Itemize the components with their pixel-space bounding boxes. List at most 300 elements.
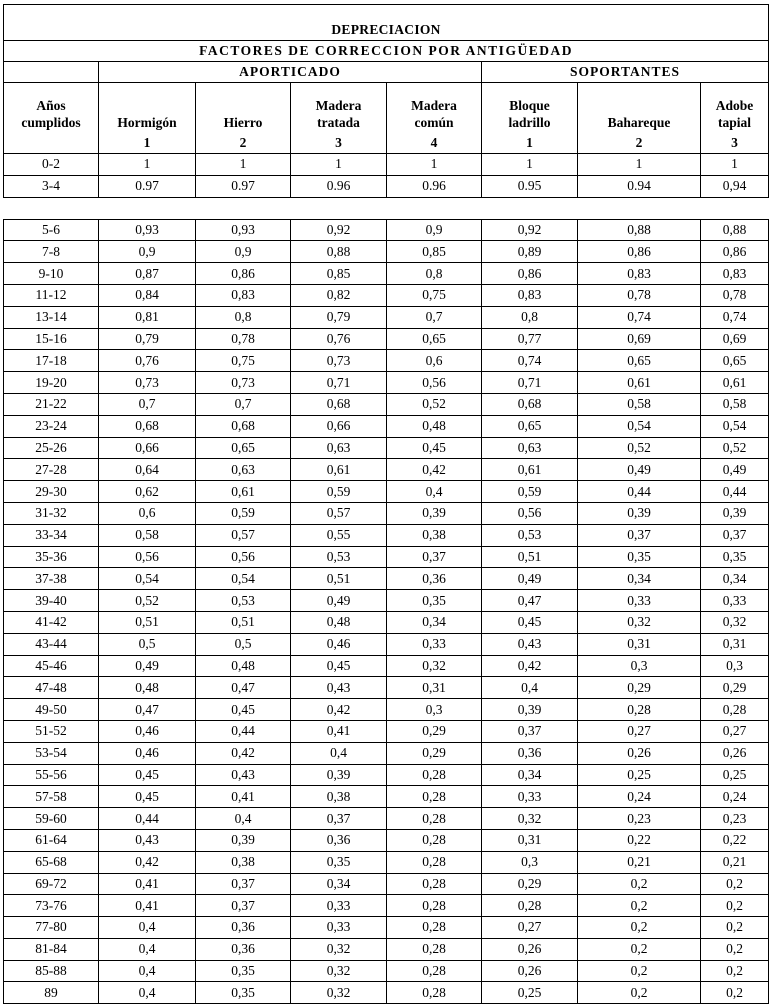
factor-cell: 0,33	[701, 590, 769, 612]
factor-cell: 1	[99, 154, 196, 176]
factor-cell: 0,37	[291, 808, 387, 830]
factor-cell: 0,52	[99, 590, 196, 612]
factor-cell: 0,2	[701, 873, 769, 895]
factor-cell: 0,34	[482, 764, 578, 786]
age-cell: 17-18	[4, 350, 99, 372]
factor-cell: 0,2	[578, 873, 701, 895]
factor-cell: 0,9	[387, 219, 482, 241]
factor-cell: 0,37	[482, 720, 578, 742]
factor-cell: 0,71	[482, 372, 578, 394]
factor-cell: 0,94	[701, 175, 769, 197]
factor-cell: 0,28	[387, 808, 482, 830]
factor-cell: 0,25	[701, 764, 769, 786]
factor-cell: 0,54	[196, 568, 291, 590]
column-header-line2: Bahareque	[607, 115, 671, 130]
age-cell: 9-10	[4, 263, 99, 285]
factor-cell: 0,43	[291, 677, 387, 699]
age-cell: 51-52	[4, 720, 99, 742]
factor-cell: 0,28	[701, 699, 769, 721]
factor-cell: 0,3	[701, 655, 769, 677]
factor-cell: 0,28	[387, 895, 482, 917]
age-cell: 49-50	[4, 699, 99, 721]
factor-cell: 0,3	[578, 655, 701, 677]
factor-cell: 0.97	[196, 175, 291, 197]
table-row	[4, 742, 769, 764]
factor-cell: 0,2	[701, 917, 769, 939]
age-cell: 7-8	[4, 241, 99, 263]
factor-cell: 0,42	[291, 699, 387, 721]
table-row	[4, 829, 769, 851]
factor-cell: 0,68	[99, 415, 196, 437]
factor-cell: 0,36	[196, 938, 291, 960]
factor-cell: 0,29	[482, 873, 578, 895]
factor-cell: 0,4	[99, 938, 196, 960]
age-cell: 85-88	[4, 960, 99, 982]
factor-cell: 0,45	[291, 655, 387, 677]
factor-cell: 0,28	[387, 938, 482, 960]
column-header	[99, 83, 196, 134]
factor-cell: 0,49	[291, 590, 387, 612]
factor-cell: 0,81	[99, 306, 196, 328]
factor-cell: 0,41	[99, 895, 196, 917]
age-cell: 11-12	[4, 284, 99, 306]
factor-cell: 0,52	[578, 437, 701, 459]
factor-cell: 0,32	[291, 960, 387, 982]
age-cell: 41-42	[4, 611, 99, 633]
column-header-line1: Bloque	[509, 98, 550, 113]
factor-cell: 0,58	[701, 393, 769, 415]
factor-cell: 0,61	[196, 481, 291, 503]
factor-cell: 0,78	[701, 284, 769, 306]
factor-cell: 0,36	[196, 917, 291, 939]
factor-cell: 0,43	[99, 829, 196, 851]
factor-cell: 0,4	[99, 982, 196, 1004]
factor-cell: 0,74	[482, 350, 578, 372]
factor-cell: 0,87	[99, 263, 196, 285]
age-cell: 53-54	[4, 742, 99, 764]
factor-cell: 0,66	[291, 415, 387, 437]
factor-cell: 0,93	[196, 219, 291, 241]
factor-cell: 0,68	[482, 393, 578, 415]
factor-cell: 0,85	[291, 263, 387, 285]
age-cell: 55-56	[4, 764, 99, 786]
factor-cell: 0.94	[578, 175, 701, 197]
column-header	[291, 83, 387, 134]
factor-cell: 0,76	[291, 328, 387, 350]
age-cell: 15-16	[4, 328, 99, 350]
factor-cell: 0,34	[291, 873, 387, 895]
factor-cell: 0,88	[701, 219, 769, 241]
factor-cell: 0,35	[701, 546, 769, 568]
factor-cell: 0,57	[291, 502, 387, 524]
factor-cell: 0,34	[387, 611, 482, 633]
age-cell: 33-34	[4, 524, 99, 546]
table-row	[4, 677, 769, 699]
factor-cell: 0,33	[291, 895, 387, 917]
factor-cell: 0,28	[387, 764, 482, 786]
factor-cell: 0,29	[578, 677, 701, 699]
factor-cell: 0,5	[196, 633, 291, 655]
factor-cell: 0,54	[578, 415, 701, 437]
factor-cell: 0,32	[291, 982, 387, 1004]
factor-cell: 0,37	[387, 546, 482, 568]
table-row	[4, 481, 769, 503]
age-cell: 65-68	[4, 851, 99, 873]
factor-cell: 0,46	[99, 742, 196, 764]
column-number: 2	[196, 133, 291, 154]
factor-cell: 1	[578, 154, 701, 176]
factor-cell: 0,31	[482, 829, 578, 851]
age-cell: 35-36	[4, 546, 99, 568]
factor-cell: 0.96	[387, 175, 482, 197]
table-row	[4, 546, 769, 568]
factor-cell: 0,2	[578, 982, 701, 1004]
factor-cell: 0,65	[701, 350, 769, 372]
factor-cell: 0,53	[196, 590, 291, 612]
factor-cell: 0,74	[701, 306, 769, 328]
factor-cell: 0,64	[99, 459, 196, 481]
column-number: 1	[99, 133, 196, 154]
factor-cell: 0,44	[99, 808, 196, 830]
age-cell: 43-44	[4, 633, 99, 655]
factor-cell: 0,55	[291, 524, 387, 546]
factor-cell: 0,5	[99, 633, 196, 655]
table-row	[4, 917, 769, 939]
factor-cell: 0,31	[701, 633, 769, 655]
factor-cell: 0,29	[387, 742, 482, 764]
factor-cell: 0,44	[701, 481, 769, 503]
factor-cell: 0,7	[99, 393, 196, 415]
factor-cell: 0,83	[701, 263, 769, 285]
factor-cell: 0.97	[99, 175, 196, 197]
table-row	[4, 611, 769, 633]
factor-cell: 0,26	[701, 742, 769, 764]
factor-cell: 0,69	[701, 328, 769, 350]
factor-cell: 0,48	[99, 677, 196, 699]
factor-cell: 0,42	[99, 851, 196, 873]
factor-cell: 0,62	[99, 481, 196, 503]
age-cell: 19-20	[4, 372, 99, 394]
table-row	[4, 328, 769, 350]
factor-cell: 0,57	[196, 524, 291, 546]
column-header-line2: tapial	[718, 115, 752, 130]
factor-cell: 0,35	[196, 960, 291, 982]
group-aporticado: APORTICADO	[99, 62, 482, 83]
factor-cell: 0,65	[387, 328, 482, 350]
factor-cell: 0,35	[578, 546, 701, 568]
factor-cell: 0,28	[387, 851, 482, 873]
factor-cell: 0,4	[99, 917, 196, 939]
factor-cell: 0,65	[196, 437, 291, 459]
table-body	[4, 5, 769, 1004]
factor-cell: 0,2	[578, 960, 701, 982]
factor-cell: 0,48	[387, 415, 482, 437]
factor-cell: 0,31	[578, 633, 701, 655]
factor-cell: 0,42	[387, 459, 482, 481]
column-header-line1: Madera	[411, 98, 457, 113]
factor-cell: 0,56	[482, 502, 578, 524]
factor-cell: 0,21	[578, 851, 701, 873]
factor-cell: 0,27	[701, 720, 769, 742]
factor-cell: 0,44	[196, 720, 291, 742]
factor-cell: 0,39	[482, 699, 578, 721]
factor-cell: 0,41	[291, 720, 387, 742]
factor-cell: 0,79	[291, 306, 387, 328]
factor-cell: 0,39	[387, 502, 482, 524]
column-header-line1: Adobe	[715, 98, 754, 113]
factor-cell: 0,24	[578, 786, 701, 808]
table-row	[4, 393, 769, 415]
factor-cell: 1	[387, 154, 482, 176]
factor-cell: 0,86	[482, 263, 578, 285]
factor-cell: 0,85	[387, 241, 482, 263]
age-cell: 69-72	[4, 873, 99, 895]
factor-cell: 0,59	[291, 481, 387, 503]
factor-cell: 0,46	[291, 633, 387, 655]
age-cell: 21-22	[4, 393, 99, 415]
factor-cell: 0,32	[387, 655, 482, 677]
factor-cell: 0,33	[578, 590, 701, 612]
factor-cell: 0,38	[387, 524, 482, 546]
factor-cell: 0,58	[99, 524, 196, 546]
subtitle-row	[4, 41, 769, 62]
factor-cell: 0,22	[701, 829, 769, 851]
factor-cell: 0,31	[387, 677, 482, 699]
age-cell: 57-58	[4, 786, 99, 808]
factor-cell: 0,39	[196, 829, 291, 851]
factor-cell: 0,45	[196, 699, 291, 721]
age-cell: 37-38	[4, 568, 99, 590]
factor-cell: 0,26	[482, 938, 578, 960]
factor-cell: 0,47	[196, 677, 291, 699]
column-header-line2: Hierro	[223, 115, 263, 130]
table-row	[4, 895, 769, 917]
factor-cell: 0,2	[701, 982, 769, 1004]
factor-cell: 0,49	[482, 568, 578, 590]
age-cell: 61-64	[4, 829, 99, 851]
column-header	[387, 83, 482, 134]
table-row	[4, 808, 769, 830]
factor-cell: 0,45	[482, 611, 578, 633]
factor-cell: 0,88	[291, 241, 387, 263]
column-header-line2: común	[414, 115, 454, 130]
factor-cell: 0,43	[482, 633, 578, 655]
age-cell: 23-24	[4, 415, 99, 437]
column-header-line2: cumplidos	[21, 115, 81, 130]
factor-cell: 0,61	[578, 372, 701, 394]
factor-cell: 0,36	[387, 568, 482, 590]
factor-cell: 0,51	[99, 611, 196, 633]
factor-cell: 0,28	[387, 960, 482, 982]
factor-cell: 0,65	[482, 415, 578, 437]
table-row	[4, 938, 769, 960]
factor-cell: 0,35	[196, 982, 291, 1004]
factor-cell: 0,9	[99, 241, 196, 263]
factor-cell: 0,43	[196, 764, 291, 786]
factor-cell: 0,74	[578, 306, 701, 328]
factor-cell: 0,78	[196, 328, 291, 350]
factor-cell: 0,39	[291, 764, 387, 786]
table-row	[4, 241, 769, 263]
factor-cell: 0,35	[291, 851, 387, 873]
factor-cell: 0,84	[99, 284, 196, 306]
factor-cell: 0,32	[701, 611, 769, 633]
title-row	[4, 5, 769, 41]
factor-cell: 0,45	[99, 764, 196, 786]
factor-cell: 0,46	[99, 720, 196, 742]
column-header	[578, 83, 701, 134]
age-cell: 0-2	[4, 154, 99, 176]
factor-cell: 0,47	[99, 699, 196, 721]
table-row	[4, 851, 769, 873]
age-cell: 31-32	[4, 502, 99, 524]
table-row	[4, 764, 769, 786]
factor-cell: 0,2	[578, 938, 701, 960]
factor-cell: 0,42	[482, 655, 578, 677]
factor-cell: 0,63	[482, 437, 578, 459]
factor-cell: 0,39	[701, 502, 769, 524]
depreciation-table	[3, 4, 769, 1004]
factor-cell: 0,37	[701, 524, 769, 546]
factor-cell: 0,52	[387, 393, 482, 415]
factor-cell: 0,92	[482, 219, 578, 241]
table-row	[4, 786, 769, 808]
column-number: 2	[578, 133, 701, 154]
factor-cell: 0,73	[196, 372, 291, 394]
factor-cell: 0,32	[291, 938, 387, 960]
factor-cell: 0,6	[99, 502, 196, 524]
factor-cell: 0,61	[701, 372, 769, 394]
factor-cell: 0,2	[578, 895, 701, 917]
factor-cell: 0,27	[482, 917, 578, 939]
column-header	[4, 83, 99, 134]
table-row	[4, 306, 769, 328]
factor-cell: 0,51	[196, 611, 291, 633]
factor-cell: 0,86	[196, 263, 291, 285]
factor-cell: 0,63	[196, 459, 291, 481]
table-row	[4, 873, 769, 895]
factor-cell: 0,75	[196, 350, 291, 372]
depreciation-sheet	[3, 4, 768, 1004]
age-cell: 73-76	[4, 895, 99, 917]
factor-cell: 0,33	[387, 633, 482, 655]
column-number	[4, 133, 99, 154]
factor-cell: 0,66	[99, 437, 196, 459]
factor-cell: 0,93	[99, 219, 196, 241]
column-number: 3	[701, 133, 769, 154]
factor-cell: 0,86	[701, 241, 769, 263]
group-row	[4, 62, 769, 83]
factor-cell: 0,49	[99, 655, 196, 677]
age-cell: 5-6	[4, 219, 99, 241]
factor-cell: 0,35	[387, 590, 482, 612]
factor-cell: 0,26	[482, 960, 578, 982]
factor-cell: 0,2	[578, 917, 701, 939]
factor-cell: 0,37	[196, 895, 291, 917]
table-row	[4, 524, 769, 546]
factor-cell: 0,28	[482, 895, 578, 917]
factor-cell: 0,56	[196, 546, 291, 568]
table-row	[4, 655, 769, 677]
factor-cell: 0,54	[99, 568, 196, 590]
table-row	[4, 437, 769, 459]
factor-cell: 0,34	[578, 568, 701, 590]
factor-cell: 0,56	[99, 546, 196, 568]
factor-cell: 0,24	[701, 786, 769, 808]
factor-cell: 0,4	[99, 960, 196, 982]
factor-cell: 0,59	[482, 481, 578, 503]
age-cell: 13-14	[4, 306, 99, 328]
factor-cell: 0,71	[291, 372, 387, 394]
factor-cell: 0,37	[196, 873, 291, 895]
factor-cell: 0,41	[196, 786, 291, 808]
gap-cell	[4, 197, 769, 219]
factor-cell: 0,6	[387, 350, 482, 372]
age-cell: 45-46	[4, 655, 99, 677]
factor-cell: 0,36	[291, 829, 387, 851]
factor-cell: 0,36	[482, 742, 578, 764]
factor-cell: 0,39	[578, 502, 701, 524]
factor-cell: 0,51	[482, 546, 578, 568]
factor-cell: 1	[701, 154, 769, 176]
factor-cell: 0,48	[291, 611, 387, 633]
factor-cell: 0,3	[387, 699, 482, 721]
factor-cell: 0,79	[99, 328, 196, 350]
table-row	[4, 590, 769, 612]
factor-cell: 0,78	[578, 284, 701, 306]
factor-cell: 0,25	[482, 982, 578, 1004]
table-row	[4, 175, 769, 197]
factor-cell: 0.95	[482, 175, 578, 197]
factor-cell: 0,33	[482, 786, 578, 808]
table-row	[4, 960, 769, 982]
factor-cell: 0,73	[291, 350, 387, 372]
age-cell: 25-26	[4, 437, 99, 459]
factor-cell: 0,45	[99, 786, 196, 808]
factor-cell: 0,23	[578, 808, 701, 830]
column-header-line2: Hormigón	[117, 115, 177, 130]
factor-cell: 0,42	[196, 742, 291, 764]
factor-cell: 0,29	[701, 677, 769, 699]
factor-cell: 0,28	[578, 699, 701, 721]
column-number: 1	[482, 133, 578, 154]
factor-cell: 0,38	[291, 786, 387, 808]
factor-cell: 0,73	[99, 372, 196, 394]
table-row	[4, 699, 769, 721]
factor-cell: 0,89	[482, 241, 578, 263]
factor-cell: 0,77	[482, 328, 578, 350]
gap-row	[4, 197, 769, 219]
factor-cell: 0,52	[701, 437, 769, 459]
factor-cell: 0,41	[99, 873, 196, 895]
table-row	[4, 720, 769, 742]
age-cell: 77-80	[4, 917, 99, 939]
factor-cell: 0,25	[578, 764, 701, 786]
factor-cell: 0,69	[578, 328, 701, 350]
age-cell: 81-84	[4, 938, 99, 960]
factor-cell: 0,75	[387, 284, 482, 306]
factor-cell: 0,34	[701, 568, 769, 590]
factor-cell: 0,47	[482, 590, 578, 612]
factor-cell: 0,28	[387, 873, 482, 895]
column-header	[482, 83, 578, 134]
factor-cell: 0,88	[578, 219, 701, 241]
factor-cell: 0,37	[578, 524, 701, 546]
factor-cell: 0,83	[578, 263, 701, 285]
factor-cell: 0,61	[291, 459, 387, 481]
factor-cell: 0,26	[578, 742, 701, 764]
factor-cell: 0,65	[578, 350, 701, 372]
